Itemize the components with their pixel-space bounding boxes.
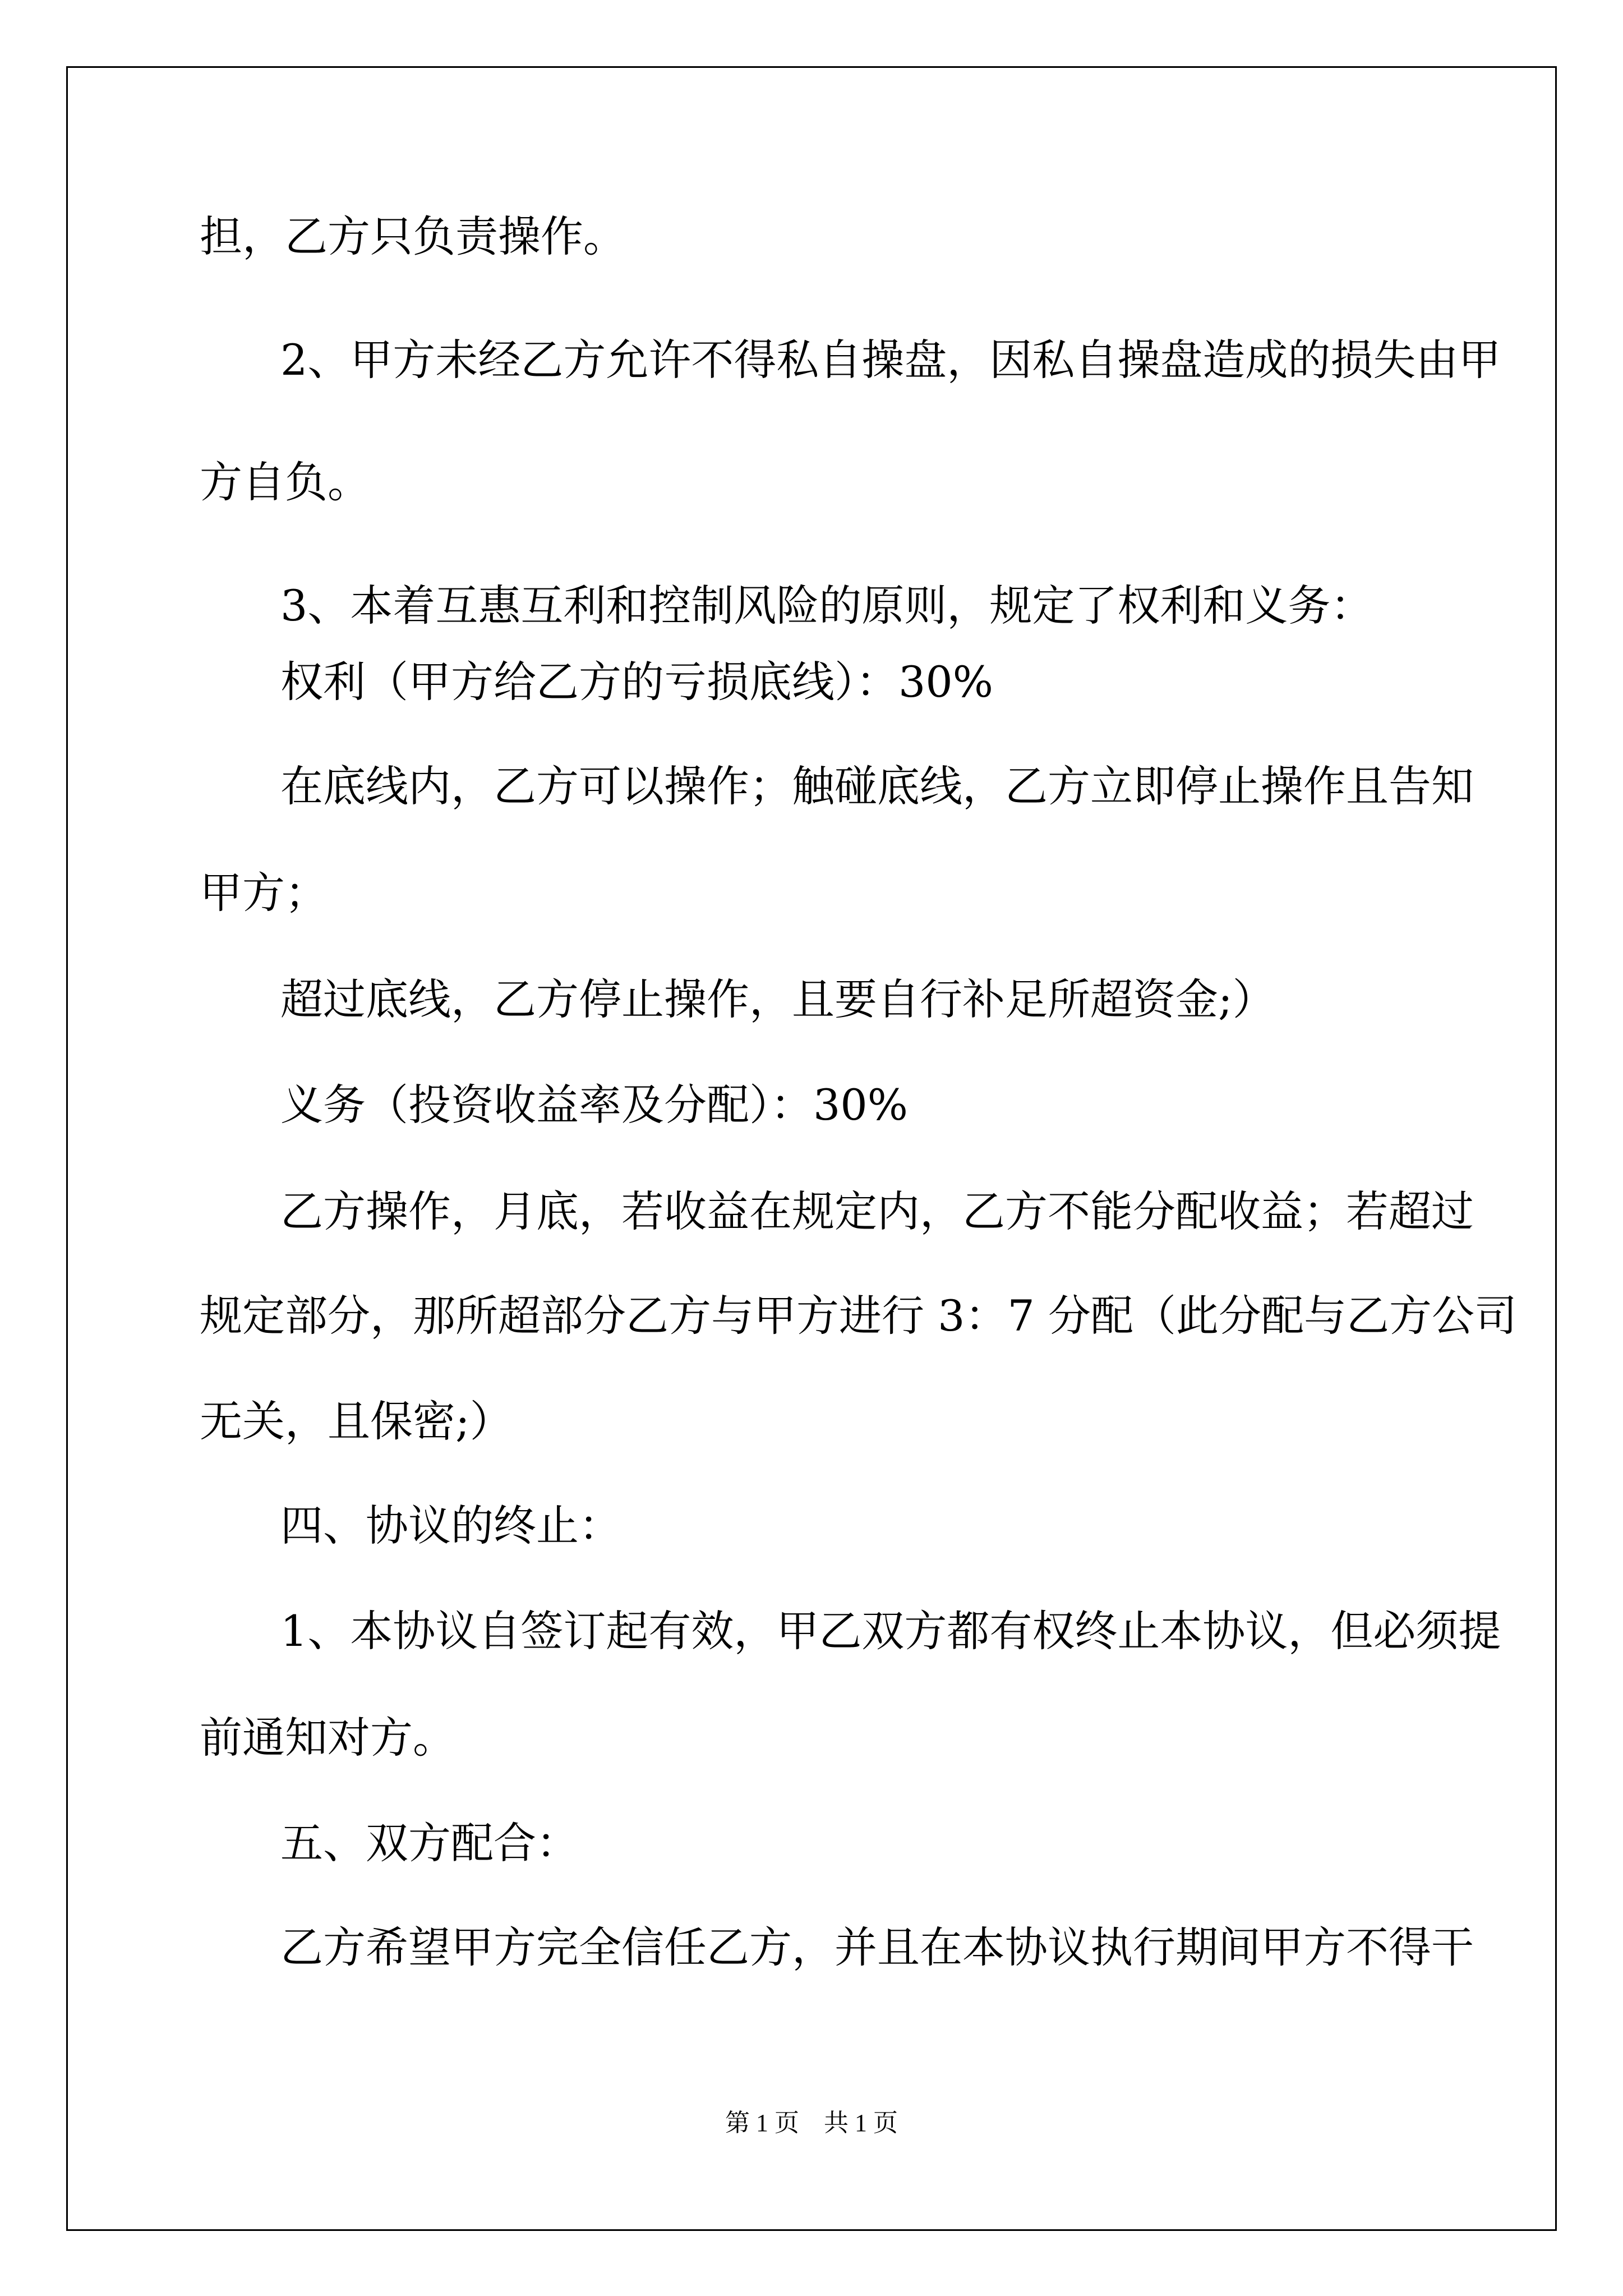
text-line: 3、本着互惠互利和控制风险的原则，规定了权利和义务：: [280, 581, 1373, 631]
text-line: 权利（甲方给乙方的亏损底线）：30%: [280, 657, 993, 707]
text-line: 乙方希望甲方完全信任乙方，并且在本协议执行期间甲方不得干: [280, 1922, 1474, 1972]
page-footer: 第 1 页 共 1 页: [725, 2109, 898, 2137]
text-line: 义务（投资收益率及分配）：30%: [280, 1080, 908, 1130]
text-line: 规定部分，那所超部分乙方与甲方进行 3：7 分配（此分配与乙方公司: [200, 1291, 1518, 1341]
text-line: 1、本协议自签订起有效，甲乙双方都有权终止本协议，但必须提: [280, 1606, 1501, 1656]
page-border: [66, 66, 1557, 2231]
text-line: 2、甲方未经乙方允许不得私自操盘，因私自操盘造成的损失由甲: [280, 335, 1501, 385]
text-line: 乙方操作，月底，若收益在规定内，乙方不能分配收益；若超过: [280, 1186, 1474, 1236]
text-line: 担，乙方只负责操作。: [200, 211, 626, 261]
text-line: 无关，且保密;）: [200, 1396, 513, 1446]
text-line: 前通知对方。: [200, 1713, 455, 1763]
text-line: 甲方；: [200, 868, 328, 918]
text-line: 方自负。: [200, 457, 370, 507]
text-line: 在底线内，乙方可以操作；触碰底线，乙方立即停止操作且告知: [280, 761, 1474, 811]
text-line: 超过底线，乙方停止操作，且要自行补足所超资金;）: [280, 974, 1275, 1024]
text-line: 四、协议的终止：: [280, 1501, 621, 1550]
text-line: 五、双方配合：: [280, 1818, 579, 1868]
